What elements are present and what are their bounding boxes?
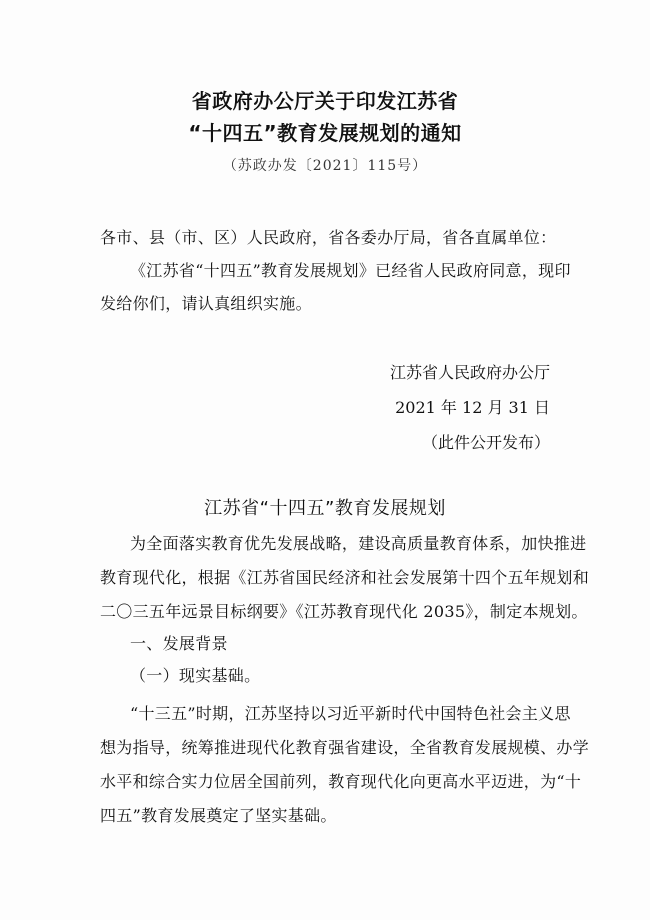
issuer: 江苏省人民政府办公厅 [389, 363, 550, 382]
section-heading: 一、发展背景 [130, 634, 228, 653]
disclosure-note: （此件公开发布） [421, 433, 550, 452]
paragraph-line-2: 想为指导，统筹推进现代化教育强省建设，全省教育发展规模、办学 [100, 738, 590, 757]
notice-title-line-2: “十四五”教育发展规划的通知 [188, 121, 462, 145]
paragraph-line-1: “十三五”时期，江苏坚持以习近平新时代中国特色社会主义思 [130, 704, 571, 723]
issue-date: 2021 年 12 月 31 日 [395, 398, 550, 417]
addressee: 各市、县（市、区）人民政府，省各委办厅局，省各直属单位： [100, 228, 557, 247]
plan-title: 江苏省“十四五”教育发展规划 [204, 498, 446, 519]
plan-intro-line-2: 教育现代化，根据《江苏省国民经济和社会发展第十四个五年规划和 [100, 568, 590, 587]
notice-body-line-2: 发给你们，请认真组织实施。 [100, 294, 312, 313]
subsection-heading: （一）现实基础。 [130, 666, 261, 685]
notice-title-line-1: 省政府办公厅关于印发江苏省 [191, 89, 459, 113]
paragraph-line-4: 四五”教育发展奠定了坚实基础。 [100, 806, 337, 825]
plan-intro-line-1: 为全面落实教育优先发展战略，建设高质量教育体系，加快推进 [130, 534, 587, 553]
paragraph-line-3: 水平和综合实力位居全国前列，教育现代化向更高水平迈进，为“十 [100, 772, 582, 791]
notice-body-line-1: 《江苏省“十四五”教育发展规划》已经省人民政府同意，现印 [130, 261, 571, 280]
plan-intro-line-3: 二〇三五年远景目标纲要》《江苏教育现代化 2035》，制定本规划。 [100, 602, 588, 621]
document-number: （苏政办发〔2021〕115号） [222, 158, 428, 174]
